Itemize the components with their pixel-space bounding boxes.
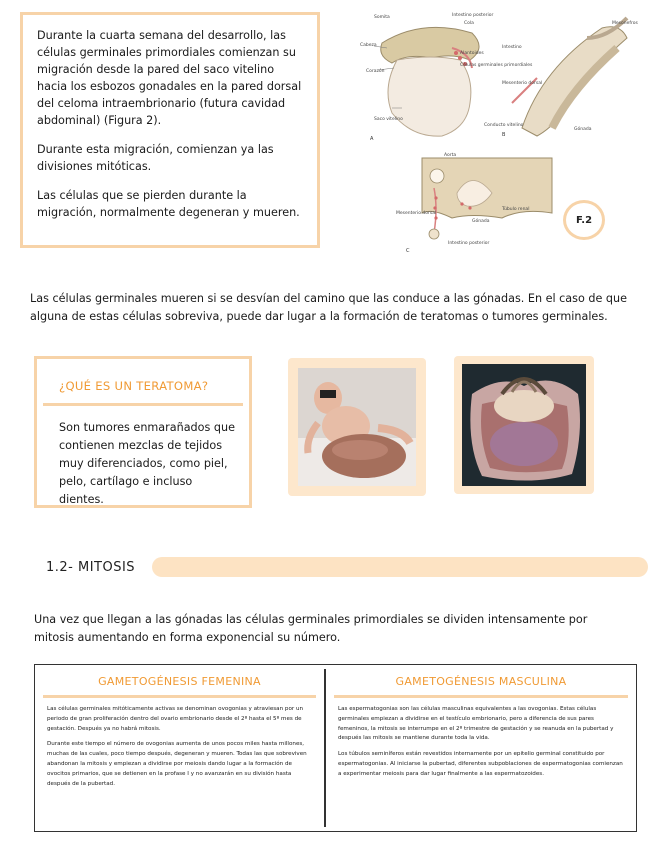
male-column	[326, 665, 636, 831]
panel-a-letter: A	[370, 136, 374, 142]
label-cola: Cola	[464, 21, 474, 26]
teratoma-divider	[43, 403, 243, 406]
section-bar	[152, 557, 648, 577]
specimen-photo-image	[462, 364, 586, 486]
female-paragraph-2: Durante este tiempo el número de ovogonias aumenta de unos pocos miles hasta millones, muchas de las cuales, poco tiempo después, degeneran y mueren. Todas las que sobreviven abandonan la mitosis y empiezan a dividirse por meiosis dando lugar a la formación de ovocitos primarios, que se detienen en la profase I y no avanzarán en su división hasta después de la pubertad.	[47, 741, 307, 787]
figure-label-badge	[563, 200, 605, 240]
label-saco-vitelino: Saco vitelino	[374, 117, 403, 122]
label-aorta: Aorta	[444, 153, 457, 158]
label-mesonefros: Mesonefros	[612, 21, 638, 26]
label-gonada: Gónada	[574, 127, 592, 132]
gametogenesis-table	[34, 664, 637, 832]
figure-label: F.2	[575, 214, 593, 226]
teratoma-title: ¿QUÉ ES UN TERATOMA?	[59, 379, 209, 393]
label-intestino-posterior: Intestino posterior	[452, 13, 494, 18]
label-conducto-vitelino: Conducto vitelino	[484, 123, 524, 128]
label-gonada-c: Gónada	[472, 219, 490, 224]
intro-box	[20, 12, 320, 248]
male-title-rule	[334, 695, 628, 698]
teratoma-specimen-photo	[454, 356, 594, 494]
female-column-body	[47, 705, 314, 795]
panel-c-letter: C	[406, 248, 410, 254]
panel-b-letter: B	[502, 132, 506, 138]
panel-c-diagram	[422, 158, 552, 239]
teratoma-infant-photo	[288, 358, 426, 496]
germ-cells-paragraph: Las células germinales mueren si se desvían del camino que las conduce a las gónadas. En el caso de que alguna de estas células sobreviva, puede dar lugar a la formación de teratomas o tumores germinales.	[30, 292, 627, 323]
label-alantoides: Alantoides	[460, 51, 484, 56]
male-paragraph-2: Los túbulos seminíferos están revestidos internamente por un epitelio germinal constituido por espermatogonias. Al iniciarse la pubertad, diferentes subpoblaciones de espermatogonias comienzan a experimentar meiosis para dar lugar finalmente a las espermatozoides.	[338, 751, 623, 777]
panel-b-diagram	[512, 18, 627, 136]
label-somita: Somita	[374, 15, 390, 20]
female-column	[35, 665, 324, 831]
male-column-body	[338, 705, 626, 786]
male-paragraph-1: Las espermatogonias son las células masculinas equivalentes a las ovogonias. Estas células germinales empiezan a dividirse en el testículo embrionario, pero a diferencia de sus pares femeninos, la mitosis se interrumpe en el 2º trimestre de gestación y se reanuda en la pubertad y después las mitosis se mantiene durante toda la vida.	[338, 706, 614, 742]
male-column-title: GAMETOGÉNESIS MASCULINA	[395, 675, 567, 688]
teratoma-box	[34, 356, 252, 508]
intro-paragraph-2: Durante esta migración, comienzan ya las divisiones mitóticas.	[37, 143, 274, 173]
label-corazon: Corazón	[366, 69, 385, 74]
label-mesenterio-c: Mesenterio dorsal	[396, 211, 437, 216]
mitosis-paragraph: Una vez que llegan a las gónadas las células germinales primordiales se dividen intensamente por mitosis aumentando en forma exponencial su número.	[34, 613, 588, 644]
intro-paragraph-1: Durante la cuarta semana del desarrollo, las células germinales primordiales comienzan su migración desde la pared del saco vitelino hacia los esbozos gonadales en la pared dorsal del celoma intraembrionario (futura cavidad abdominal) (Figura 2).	[37, 29, 302, 127]
label-mesenterio-dorsal: Mesenterio dorsal	[502, 81, 543, 86]
infant-photo-image	[298, 368, 416, 486]
label-celulas: Células germinales primordiales	[460, 63, 533, 68]
teratoma-text: Son tumores enmarañados que contienen mezclas de tejidos muy diferenciados, como piel, pelo, cartílago e incluso dientes.	[59, 421, 235, 506]
intro-paragraph-3: Las células que se pierden durante la migración, normalmente degeneran y mueren.	[37, 189, 300, 219]
female-title-rule	[43, 695, 316, 698]
section-title: 1.2- MITOSIS	[46, 560, 136, 575]
label-intestino: Intestino	[502, 45, 522, 50]
label-cabeza: Cabeza	[360, 43, 377, 48]
female-column-title: GAMETOGÉNESIS FEMENINA	[98, 675, 261, 688]
label-tubulo-renal: Túbulo renal	[502, 207, 530, 212]
female-paragraph-1: Las células germinales mitóticamente activas se denominan ovogonias y atraviesan por un periodo de gran proliferación dentro del ovario embrionario desde el 2º hasta el 5º mes de gestación. Después ya no habrá mitosis.	[47, 706, 304, 732]
label-intestino-c: Intestino posterior	[448, 241, 490, 246]
